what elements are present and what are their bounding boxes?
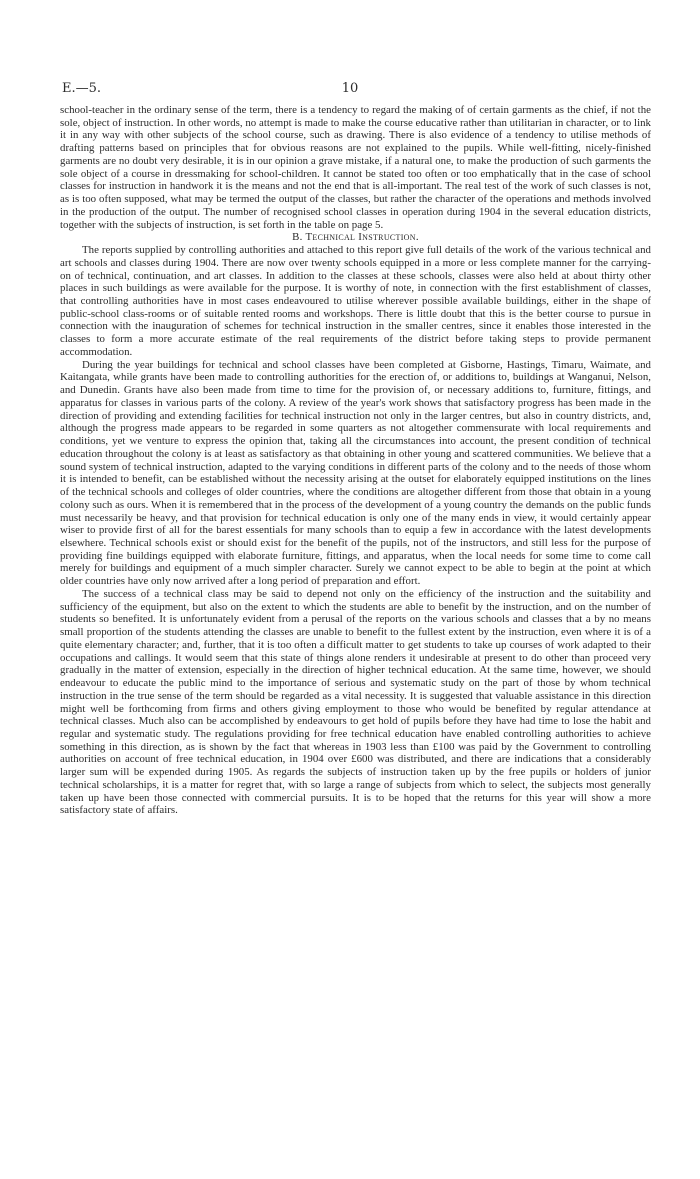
paragraph-success: The success of a technical class may be said to depend not only on the efficiency of the instruction and the suitability and sufficiency of the equipment, but also on the extent to which the students are able to benefit by the instruction, and on the number of students so benefited. It is unfortunately evident from a perusal of the reports on the various schools and classes that a by no means small proportion of the students attending the classes are unable to benefit to the fullest extent by the instruction, even where it is of a quite elementary character; and, further, that it is too often a difficult matter to get students to take up courses of work adapted to their occupations and callings. It would seem that this state of things alone renders it undesirable at present to do other than proceed very gradually in the matter of extension, especially in the direction of higher technical education. At the same time, however, we should endeavour to educate the public mind to the importance of serious and systematic study on the part of those by whom technical instruction in the true sense of the term should be regarded as a vital necessity. It is suggested that valuable assistance in this direction might well be forthcoming from firms and others giving employment to those who would be benefited by regular attendance at technical classes. Much also can be accomplished by endeavours to get hold of pupils before they have had time to lose the habit and regular and systematic study. The regulations providing for free technical education have enabled controlling authorities to achieve something in this direction, as is shown by the fact that whereas in 1903 less than £100 was paid by the Government to controlling authorities on account of free technical education, in 1904 over £600 was distributed, and there are indications that a considerably larger sum will be expended during 1905. As regards the subjects of instruction taken up by the free pupils or holders of junior technical scholarships, it is a matter for regret that, with so large a range of subjects from which to select, the subjects most generally taken up have been those connected with commercial pursuits. It is to be hoped that the returns for this year will show a more satisfactory state of affairs. (60, 587, 651, 817)
document-reference: E.—5. (62, 81, 102, 96)
paragraph-buildings: During the year buildings for technical and school classes have been completed at Gisborne, Hastings, Timaru, Waimate, and Kaitangata, while grants have been made to controlling authorities for the erection of, or additions to, buildings at Wanganui, Nelson, and Dunedin. Grants have also been made from time to time for the provision of, or necessary additions to, furniture, fittings, and apparatus for classes in various parts of the colony. A review of the year's work shows that satisfactory progress has been made in the direction of providing and extending facilities for technical instruction not only in the larger centres, but also in country districts, and, although the progress made appears to be regarded in some quarters as not altogether commensurate with local requirements and conditions, yet we venture to express the opinion that, taking all the circumstances into account, the present condition of technical education throughout the colony is at least as satisfactory as that obtaining in other young and scattered communities. We believe that a sound system of technical instruction, adapted to the varying conditions in different parts of the colony and to the needs of those whom it is intended to benefit, can be established without the necessity arising at the outset for elaborately equipped institutions on the lines of the technical schools and colleges of older countries, where the conditions are altogether different from those that obtain in a young colony such as ours. When it is remembered that in the process of the development of a young country the demands on the public funds must necessarily be heavy, and that provision for technical education is only one of the many ends in view, it would certainly appear wiser to provide first of all for the barest essentials for many schools than to equip a few in accordance with the latest developments elsewhere. Technical schools exist or should exist for the benefit of the pupils, not of the instructors, and still less for the purpose of providing fine buildings equipped with elaborate furniture, fittings, and apparatus, when the local needs for some time to come call merely for buildings and equipment of a much simpler character. Surely we cannot expect to be able to begin at the point at which older countries have only now arrived after a long period of preparation and effort. (60, 358, 651, 588)
body-text (60, 104, 651, 817)
paragraph-continuation: school-teacher in the ordinary sense of the term, there is a tendency to regard the making of of certain garments as the chief, if not the sole, object of instruction. In other words, no attempt is made to make the course educative rather than utilitarian in character, or to link it in any way with other subjects of the school course, such as drawing. There is also evidence of a tendency to utilise methods of drafting patterns based on principles that for obvious reasons are not explained to the pupils. While well-fitting, nicely-finished garments are no doubt very desirable, it is in our opinion a grave mistake, if a natural one, to make the production of such garments the sole object of a course in dressmaking for school-children. It cannot be stated too often or too emphatically that in the case of school classes for instruction in handwork it is the means and not the end that is all-important. The real test of the work of such classes is not, as is too often supposed, what may be termed the output of the classes, but rather the character of the operations and methods involved in the production of the output. The number of recognised school classes in operation during 1904 in the several education districts, together with the subjects of instruction, is set forth in the table on page 5. (60, 104, 651, 231)
page-number: 10 (341, 81, 359, 96)
paragraph-technical-schools: The reports supplied by controlling authorities and attached to this report give full details of the work of the various technical and art schools and classes during 1904. There are now over twenty schools equipped in a more or less complete manner for the carrying-on of technical, continuation, and art classes. In addition to the classes at these schools, classes were also held at about thirty other places in such buildings as were available for the purpose. It is worthy of note, in connection with the first establishment of classes, that controlling authorities have in most cases endeavoured to utilise wherever possible available buildings, either in the shape of public-school class-rooms or of suitable rented rooms and workshops. There is little doubt that this is the better course to pursue in connection with the inauguration of schemes for technical instruction in the smaller centres, since it enables those interested in the classes to form a more accurate estimate of the real requirements of the district before taking steps to provide permanent accommodation. (60, 244, 651, 358)
section-heading: B. Technical Instruction. (292, 231, 419, 244)
page-header (62, 80, 638, 98)
